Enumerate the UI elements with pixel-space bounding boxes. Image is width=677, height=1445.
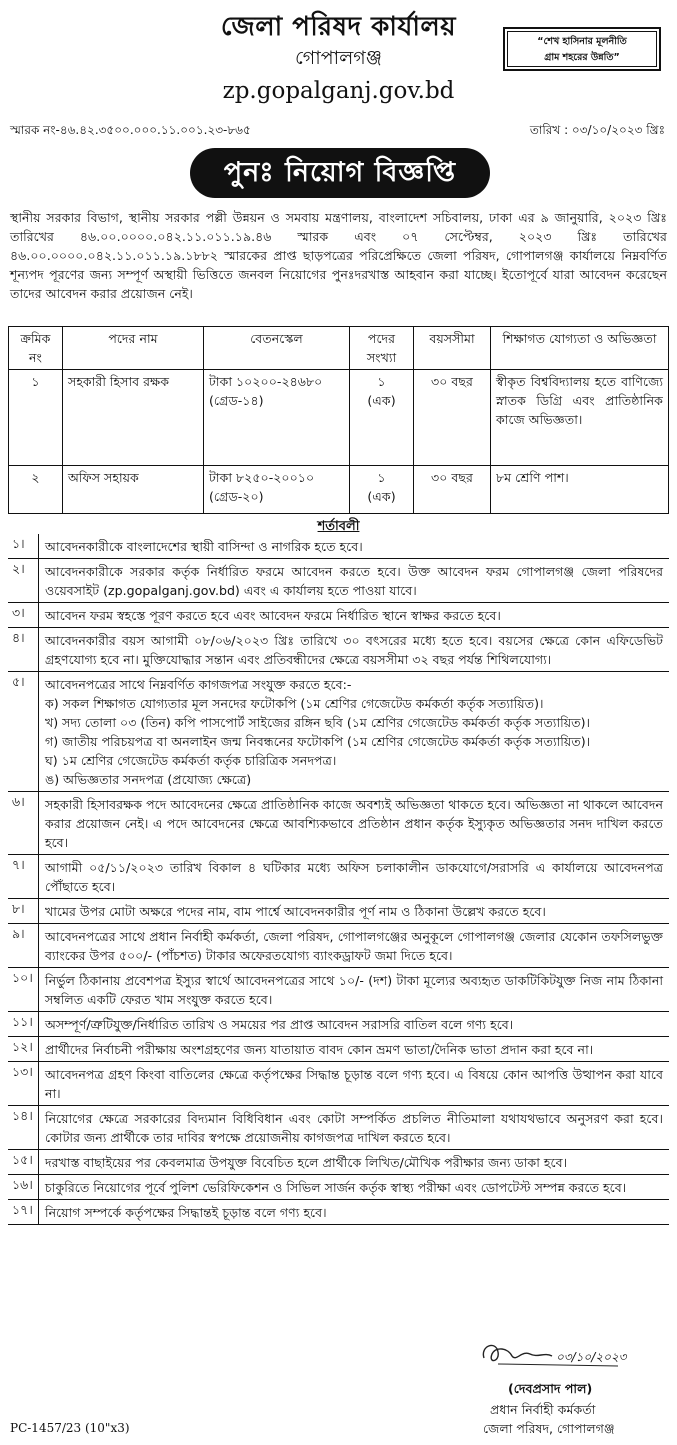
cell-age: ৩০ বছর bbox=[414, 466, 491, 514]
header-qualification: শিক্ষাগত যোগ্যতা ও অভিজ্ঞতা bbox=[491, 327, 669, 370]
term-text: সহকারী হিসাবরক্ষক পদে আবেদনের ক্ষেত্রে প্রাতিষ্ঠানিক কাজে অবশ্যই অভিজ্ঞতা থাকতে হবে। অভিজ্ঞতা না থাকলে আবেদন করার প্রয়োজন নেই। এ পদে আবেদনের ক্ষেত্রে আবশ্যিকভাবে প্রতিষ্ঠান প্রধান কর্তৃক ইস্যুকৃত অভিজ্ঞতার সনদ দাখিল করতে হবে। bbox=[45, 797, 663, 850]
term-item bbox=[8, 1012, 669, 1037]
term-number: ১। bbox=[8, 534, 39, 558]
header-age-limit: বয়সসীমা bbox=[414, 327, 491, 370]
cell-qualification: স্বীকৃত বিশ্ববিদ্যালয় হতে বাণিজ্যে স্নাতক ডিগ্রি এবং প্রাতিষ্ঠানিক কাজে অভিজ্ঞতা। bbox=[491, 370, 669, 466]
term-item bbox=[8, 672, 669, 792]
term-text: আবেদনপত্রের সাথে প্রধান নির্বাহী কর্মকর্তা, জেলা পরিষদ, গোপালগঞ্জের অনুকূলে গোপালগঞ্জ জেলার যেকোন তফসিলভুক্ত ব্যাংকের উপর ৫০০/- (পাঁচশত) টাকার অফেরতযোগ্য ব্যাংকড্রাফট জমা দিতে হবে। bbox=[45, 929, 663, 963]
header-serial: ক্রমিক নং bbox=[9, 327, 63, 370]
term-text: আবেদনপত্র গ্রহণ কিংবা বাতিলের ক্ষেত্রে কর্তৃপক্ষের সিদ্ধান্ত চূড়ান্ত বলে গণ্য হবে। এ বিষয়ে কোন আপত্তি উত্থাপন করা যাবে না। bbox=[45, 1067, 663, 1101]
term-text: অসম্পূর্ণ/ত্রুটিযুক্ত/নির্ধারিত তারিখ ও সময়ের পর প্রাপ্ত আবেদন সরাসরি বাতিল বলে গণ্য হবে। bbox=[45, 1017, 514, 1032]
term-number: ১৫। bbox=[8, 1150, 39, 1174]
term-text-block bbox=[39, 1175, 669, 1199]
term-text-block bbox=[39, 672, 669, 791]
term-text: আবেদনকারীর বয়স আগামী ০৮/০৬/২০২৩ খ্রিঃ তারিখে ৩০ বৎসরের মধ্যে হতে হবে। বয়সের ক্ষেত্রে কোন এফিডেভিট গ্রহণযোগ্য হবে না। মুক্তিযোদ্ধার সন্তান এবং প্রতিবন্ধীদের ক্ষেত্রে বয়সসীমা ৩২ বছর পর্যন্ত শিথিলযোগ্য। bbox=[45, 633, 663, 667]
table-row bbox=[9, 370, 669, 466]
term-number: ৮। bbox=[8, 899, 39, 923]
term-text: নিয়োগের ক্ষেত্রে সরকারের বিদ্যমান বিধিবিধান এবং কোটা সম্পর্কিত প্রচলিত নীতিমালা যথাযথভাবে অনুসরণ করা হবে। কোটার জন্য প্রার্থীকে তার দাবির স্বপক্ষে প্রয়োজনীয় কাগজপত্র দাখিল করতে হবে। bbox=[45, 1111, 663, 1145]
term-text-block bbox=[39, 603, 669, 627]
header-post: পদের নাম bbox=[63, 327, 204, 370]
term-item bbox=[8, 924, 669, 968]
pay-scale: টাকা ১০২০০-২৪৬৮০ bbox=[209, 374, 323, 389]
count-words: (এক) bbox=[367, 489, 396, 504]
cell-age: ৩০ বছর bbox=[414, 370, 491, 466]
term-sub-item: গ) জাতীয় পরিচয়পত্র বা অনলাইন জন্ম নিবন্ধনের ফটোকপি (১ম শ্রেণির গেজেটেড কর্মকর্তা কর্তৃক সত্যায়িত)। bbox=[45, 734, 591, 749]
cell-post: সহকারী হিসাব রক্ষক bbox=[63, 370, 204, 466]
term-item bbox=[8, 559, 669, 603]
term-item bbox=[8, 855, 669, 899]
district-name: গোপালগঞ্জ bbox=[295, 47, 382, 69]
website-url: zp.gopalganj.gov.bd bbox=[222, 78, 455, 104]
header-pay-scale: বেতনস্কেল bbox=[204, 327, 350, 370]
cell-count bbox=[350, 370, 414, 466]
term-text: প্রার্থীদের নির্বাচনী পরীক্ষায় অংশগ্রহণের জন্য যাতায়াত বাবদ কোন ভ্রমণ ভাতা/দৈনিক ভাতা প্রদান করা হবে না। bbox=[45, 1042, 594, 1057]
term-text-block bbox=[39, 855, 669, 898]
terms-list bbox=[8, 534, 669, 1225]
table-header-row bbox=[9, 327, 669, 370]
term-text-block bbox=[39, 628, 669, 671]
term-text-block bbox=[39, 968, 669, 1011]
term-text: খামের উপর মোটা অক্ষরে পদের নাম, বাম পার্শ্বে আবেদনকারীর পূর্ণ নাম ও ঠিকানা উল্লেখ করতে হবে। bbox=[45, 904, 546, 919]
term-number: ৪। bbox=[8, 628, 39, 671]
term-item bbox=[8, 628, 669, 672]
term-text: আবেদনকারীকে সরকার কর্তৃক নির্ধারিত ফরমে আবেদন করতে হবে। উক্ত আবেদন ফরম গোপালগঞ্জ জেলা পরিষদের ওয়েবসাইট (zp.gopalganj.gov.bd) এবং এ কার্যালয় হতে পাওয়া যাবে। bbox=[45, 564, 663, 598]
term-number: ১৬। bbox=[8, 1175, 39, 1199]
term-item bbox=[8, 1200, 669, 1225]
motto-line: গ্রাম শহরের উন্নতি” bbox=[544, 52, 620, 63]
term-text-block bbox=[39, 1106, 669, 1149]
term-text-block bbox=[39, 559, 669, 602]
term-text-block bbox=[39, 1062, 669, 1105]
memo-number: স্মারক নং-৪৬.৪২.৩৫০০.০০০.১১.০০১.২৩-৮৬৫ bbox=[10, 123, 251, 137]
print-code: PC-1457/23 (10"x3) bbox=[10, 1421, 130, 1435]
signature-date: ০৩/১০/২০২৩ bbox=[556, 1350, 627, 1364]
pay-grade: (গ্রেড-২০) bbox=[209, 489, 264, 504]
cell-post: অফিস সহায়ক bbox=[63, 466, 204, 514]
term-item bbox=[8, 899, 669, 924]
term-item bbox=[8, 534, 669, 559]
signatory-office: জেলা পরিষদ, গোপালগঞ্জ bbox=[483, 1421, 615, 1436]
term-text: দরখাস্ত বাছাইয়ের পর কেবলমাত্র উপযুক্ত বিবেচিত হলে প্রার্থীকে লিখিত/মৌখিক পরীক্ষার জন্য ডাকা হবে। bbox=[45, 1155, 568, 1170]
term-item bbox=[8, 1062, 669, 1106]
pay-scale: টাকা ৮২৫০-২০০১০ bbox=[209, 470, 315, 485]
vacancy-table bbox=[8, 326, 669, 514]
term-number: ৬। bbox=[8, 792, 39, 854]
motto-box bbox=[503, 27, 661, 71]
term-sub-item: ক) সকল শিক্ষাগত যোগ্যতার মূল সনদের ফটোকপি (১ম শ্রেণির গেজেটেড কর্মকর্তা কর্তৃক সত্যায়িত)। bbox=[45, 696, 544, 711]
signatory-name: (দেবপ্রসাদ পাল) bbox=[508, 1381, 593, 1396]
motto-line: “শেখ হাসিনার মূলনীতি bbox=[537, 36, 627, 47]
term-item bbox=[8, 1175, 669, 1200]
term-text: নিয়োগ সম্পর্কে কর্তৃপক্ষের সিদ্ধান্তই চূড়ান্ত বলে গণ্য হবে। bbox=[45, 1205, 327, 1220]
term-item bbox=[8, 968, 669, 1012]
term-number: ১১। bbox=[8, 1012, 39, 1036]
term-number: ১৭। bbox=[8, 1200, 39, 1224]
cell-count bbox=[350, 466, 414, 514]
term-number: ৫। bbox=[8, 672, 39, 791]
term-text-block bbox=[39, 1150, 669, 1174]
term-text: আবেদন ফরম স্বহস্তে পূরণ করতে হবে এবং আবেদন ফরমে নির্ধারিত স্থানে স্বাক্ষর করতে হবে। bbox=[45, 608, 501, 623]
table-row bbox=[9, 466, 669, 514]
count-words: (এক) bbox=[367, 393, 396, 408]
term-text: চাকুরিতে নিয়োগের পূর্বে পুলিশ ভেরিফিকেশন ও সিভিল সার্জন কর্তৃক স্বাস্থ্য পরীক্ষা এবং ডোপটেস্ট সম্পন্ন করতে হবে। bbox=[45, 1180, 627, 1195]
terms-heading: শর্তাবলী bbox=[317, 519, 360, 534]
term-text: আগামী ০৫/১১/২০২৩ তারিখ বিকাল ৪ ঘটিকার মধ্যে অফিস চলাকালীন ডাকযোগে/সরাসরি এ কার্যালয়ে আবেদনপত্র পৌঁছাতে হবে। bbox=[45, 860, 663, 894]
term-text: আবেদনপত্রের সাথে নিম্নবর্ণিত কাগজপত্র সংযুক্ত করতে হবে:- bbox=[45, 677, 352, 692]
office-title: জেলা পরিষদ কার্যালয় bbox=[220, 12, 457, 42]
term-text-block bbox=[39, 534, 669, 558]
term-text-block bbox=[39, 1012, 669, 1036]
pay-grade: (গ্রেড-১৪) bbox=[209, 393, 264, 408]
cell-pay bbox=[204, 466, 350, 514]
cell-pay bbox=[204, 370, 350, 466]
term-text-block bbox=[39, 899, 669, 923]
term-item bbox=[8, 603, 669, 628]
cell-serial: ১ bbox=[9, 370, 63, 466]
term-number: ৯। bbox=[8, 924, 39, 967]
term-sub-item: খ) সদ্য তোলা ০৩ (তিন) কপি পাসপোর্ট সাইজের রঙ্গিন ছবি (১ম শ্রেণির গেজেটেড কর্মকর্তা কর্তৃক সত্যায়িত)। bbox=[45, 715, 590, 730]
term-number: ১৩। bbox=[8, 1062, 39, 1105]
memo-date: তারিখ : ০৩/১০/২০২৩ খ্রিঃ bbox=[529, 123, 665, 137]
term-text-block bbox=[39, 792, 669, 854]
notice-title-banner: পুনঃ নিয়োগ বিজ্ঞপ্তি bbox=[190, 148, 490, 198]
term-item bbox=[8, 1150, 669, 1175]
cell-qualification: ৮ম শ্রেণি পাশ। bbox=[491, 466, 669, 514]
term-number: ৭। bbox=[8, 855, 39, 898]
cell-serial: ২ bbox=[9, 466, 63, 514]
term-item bbox=[8, 1037, 669, 1062]
term-text-block bbox=[39, 1037, 669, 1061]
term-text-block bbox=[39, 924, 669, 967]
term-number: ১২। bbox=[8, 1037, 39, 1061]
term-number: ১৪। bbox=[8, 1106, 39, 1149]
term-text-block bbox=[39, 1200, 669, 1224]
term-text: আবেদনকারীকে বাংলাদেশের স্থায়ী বাসিন্দা ও নাগরিক হতে হবে। bbox=[45, 539, 363, 554]
term-item bbox=[8, 792, 669, 855]
signatory-designation: প্রধান নির্বাহী কর্মকর্তা bbox=[490, 1402, 596, 1417]
term-number: ২। bbox=[8, 559, 39, 602]
term-sub-item: ঙ) অভিজ্ঞতার সনদপত্র (প্রযোজ্য ক্ষেত্রে) bbox=[45, 772, 252, 787]
count-number: ১ bbox=[377, 470, 386, 485]
term-number: ১০। bbox=[8, 968, 39, 1011]
header-post-count: পদের সংখ্যা bbox=[350, 327, 414, 370]
term-sub-item: ঘ) ১ম শ্রেণির গেজেটেড কর্মকর্তা কর্তৃক চারিত্রিক সনদপত্র। bbox=[45, 753, 337, 768]
term-text: নির্ভুল ঠিকানায় প্রবেশপত্র ইস্যুর স্বার্থে আবেদনপত্রের সাথে ১০/- (দশ) টাকা মূল্যের অব্যহৃত ডাকটিকিটযুক্ত নিজ নাম ঠিকানা সম্বলিত একটি ফেরত খাম সংযুক্ত করতে হবে। bbox=[45, 973, 663, 1007]
intro-paragraph: স্থানীয় সরকার বিভাগ, স্থানীয় সরকার পল্লী উন্নয়ন ও সমবায় মন্ত্রণালয়, বাংলাদেশ সচিবালয়, ঢাকা এর ৯ জানুয়ারি, ২০২৩ খ্রিঃ তারিখের ৪৬.০০.০০০০.০৪২.১১.০১১.১৯.৪৬ স্মারক এবং ০৭ সেপ্টেম্বর, ২০২৩ খ্রিঃ তারিখের ৪৬.০০.০০০০.০৪২.১১.০১১.১৯.১৮৮২ স্মারকের প্রাপ্ত ছাড়পত্রের পরিপ্রেক্ষিতে জেলা পরিষদ, গোপালগঞ্জ কার্যালয়ে নিম্নবর্ণিত শূন্যপদ পূরণের জন্য সম্পূর্ণ অস্থায়ী ভিত্তিতে জনবল নিয়োগের পুনঃদরখাস্ত আহবান করা যাচ্ছে। ইতোপূর্বে যারা আবেদন করেছেন তাদের আবেদন করার প্রয়োজন নেই। bbox=[10, 210, 667, 301]
term-number: ৩। bbox=[8, 603, 39, 627]
count-number: ১ bbox=[377, 374, 386, 389]
term-item bbox=[8, 1106, 669, 1150]
